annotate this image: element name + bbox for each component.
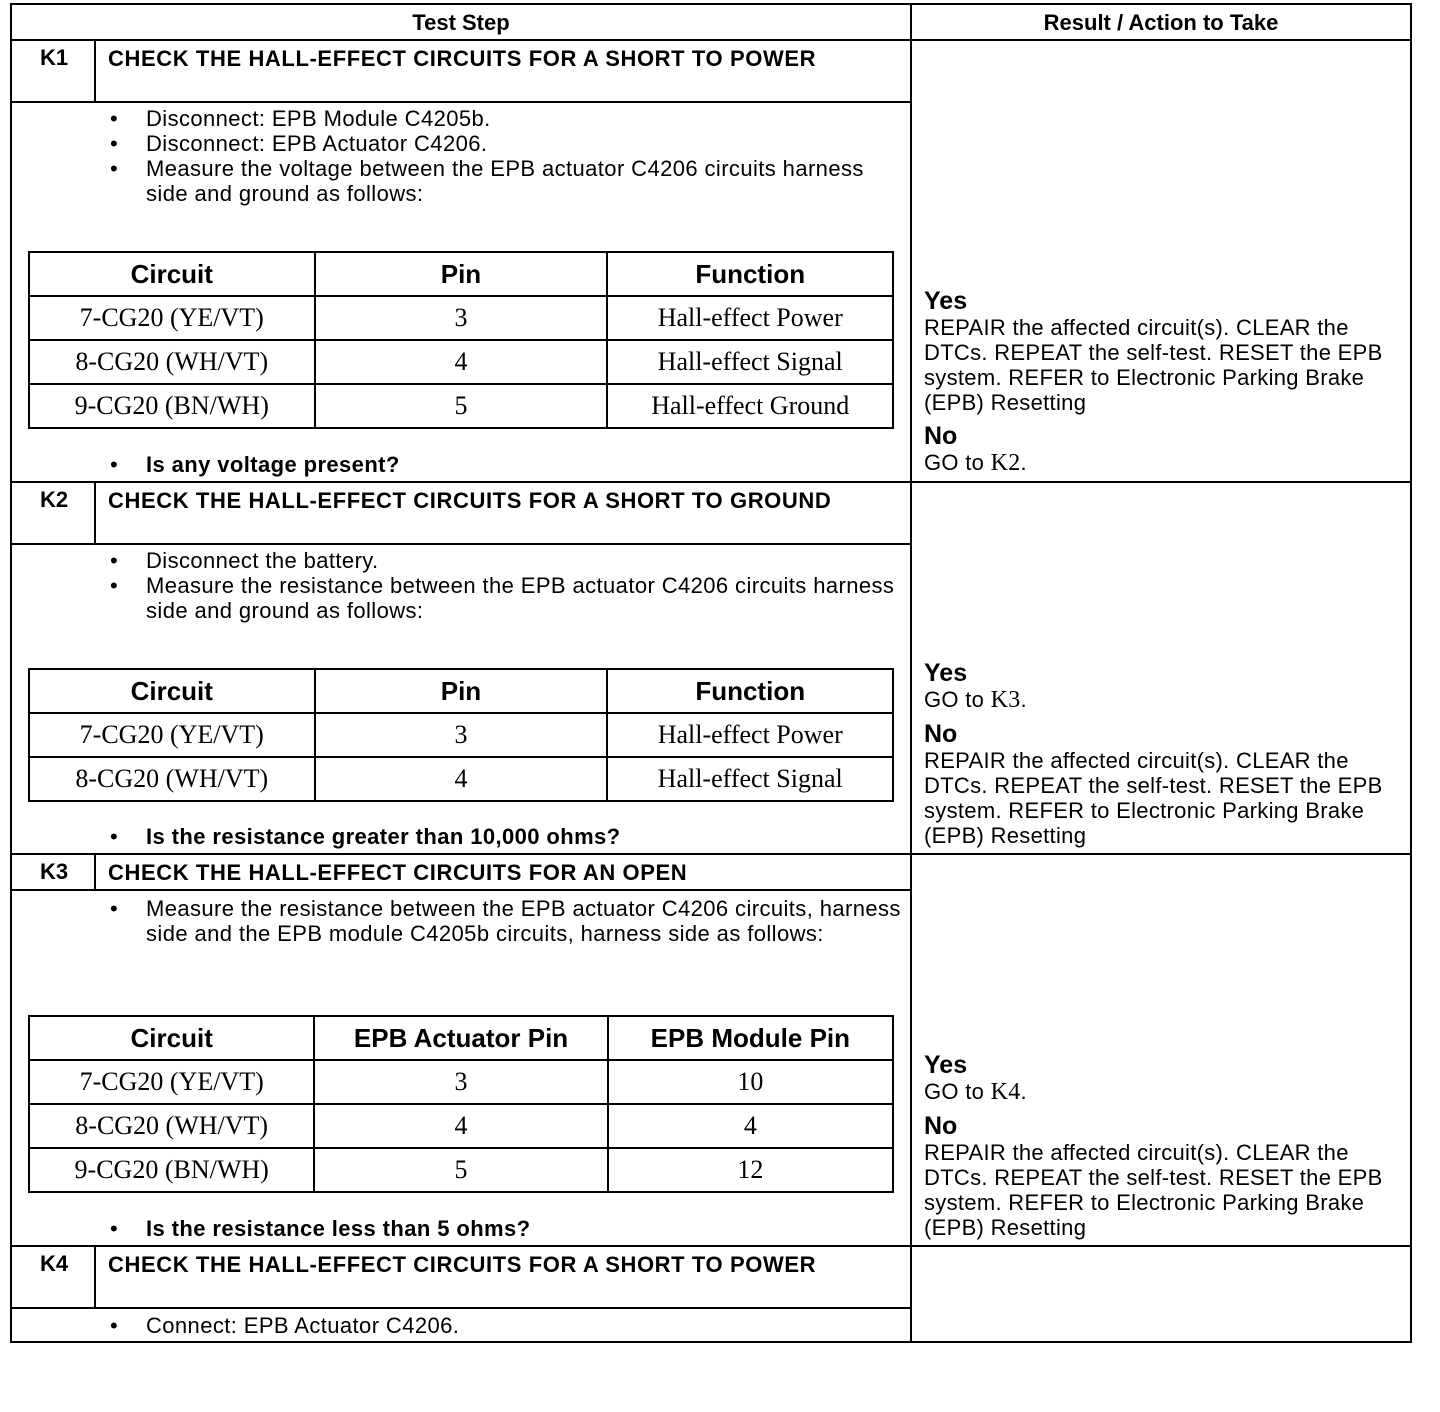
- yes-action: [924, 1079, 1410, 1105]
- goto-period: .: [1020, 687, 1027, 712]
- k3-instructions: [104, 896, 904, 946]
- k2-instructions: [104, 548, 904, 623]
- list-item: • Connect: EPB Actuator C4206.: [104, 1313, 904, 1338]
- table-header-row: [29, 669, 893, 713]
- table-row: [29, 384, 893, 428]
- step-id-k2: K2: [39, 487, 69, 512]
- table-row: [29, 296, 893, 340]
- k3-result: [924, 1052, 1410, 1240]
- table-cell: Hall-effect Power: [607, 296, 893, 340]
- table-cell: 7-CG20 (YE/VT): [29, 296, 315, 340]
- table-cell: 9-CG20 (BN/WH): [29, 1148, 314, 1192]
- column-header: Circuit: [29, 252, 315, 296]
- goto-text: GO to: [924, 1079, 985, 1104]
- column-header: Circuit: [29, 669, 315, 713]
- list-item: • Measure the resistance between the EPB actuator C4206 circuits harness side and ground as follows:: [104, 573, 904, 623]
- goto-period: .: [1020, 1079, 1027, 1104]
- step-title-k1: CHECK THE HALL-EFFECT CIRCUITS FOR A SHORT TO POWER: [108, 46, 817, 71]
- table-cell: 4: [315, 757, 608, 801]
- k3-title-divider: [12, 889, 910, 891]
- table-row: [29, 340, 893, 384]
- table-cell: 5: [314, 1148, 607, 1192]
- list-item: • Disconnect: EPB Module C4205b.: [104, 106, 904, 131]
- step-id-k1: K1: [39, 45, 69, 70]
- k1-circuit-table: [28, 251, 894, 429]
- table-header-row: [29, 252, 893, 296]
- goto-text: GO to: [924, 687, 985, 712]
- k2-question: • Is the resistance greater than 10,000 ohms?: [104, 824, 904, 849]
- table-cell: Hall-effect Signal: [607, 757, 893, 801]
- table-cell: Hall-effect Power: [607, 713, 893, 757]
- yes-label: Yes: [924, 1051, 968, 1079]
- k1-title-divider: [12, 101, 910, 103]
- column-header: EPB Actuator Pin: [314, 1016, 607, 1060]
- no-label: No: [924, 720, 958, 748]
- yes-action: REPAIR the affected circuit(s). CLEAR the DTCs. REPEAT the self-test. RESET the EPB system. REFER to Electronic Parking Brake (EPB) Resetting: [924, 315, 1383, 415]
- table-cell: 7-CG20 (YE/VT): [29, 1060, 314, 1104]
- table-cell: 12: [608, 1148, 893, 1192]
- k2-result: [924, 660, 1410, 848]
- column-header: Circuit: [29, 1016, 314, 1060]
- table-row: [29, 1148, 893, 1192]
- table-cell: 5: [315, 384, 608, 428]
- k3-question: • Is the resistance less than 5 ohms?: [104, 1216, 904, 1241]
- k4-instructions: [104, 1313, 904, 1338]
- no-action: [924, 450, 1410, 476]
- table-cell: 7-CG20 (YE/VT): [29, 713, 315, 757]
- list-item: • Measure the resistance between the EPB actuator C4206 circuits, harness side and the EPB module C4205b circuits, harness side as follows:: [104, 896, 904, 946]
- column-divider: [910, 5, 912, 1341]
- k2-title-divider: [12, 543, 910, 545]
- column-header: Pin: [315, 252, 608, 296]
- table-row: [29, 1060, 893, 1104]
- table-cell: 3: [315, 296, 608, 340]
- table-cell: 4: [315, 340, 608, 384]
- table-header-row: [29, 1016, 893, 1060]
- k1-instructions: [104, 106, 904, 206]
- goto-link-k3[interactable]: K3: [990, 687, 1021, 713]
- no-action: REPAIR the affected circuit(s). CLEAR the DTCs. REPEAT the self-test. RESET the EPB system. REFER to Electronic Parking Brake (EPB) Resetting: [924, 1140, 1383, 1240]
- column-header: Function: [607, 669, 893, 713]
- column-header: Function: [607, 252, 893, 296]
- goto-period: .: [1020, 450, 1027, 475]
- goto-text: GO to: [924, 450, 985, 475]
- table-cell: 4: [608, 1104, 893, 1148]
- table-cell: 4: [314, 1104, 607, 1148]
- table-cell: 8-CG20 (WH/VT): [29, 1104, 314, 1148]
- k3-circuit-table: [28, 1015, 894, 1193]
- list-item: • Disconnect: EPB Actuator C4206.: [104, 131, 904, 156]
- k1-question: • Is any voltage present?: [104, 452, 904, 477]
- column-header: Pin: [315, 669, 608, 713]
- goto-link-k2[interactable]: K2: [990, 450, 1021, 476]
- no-action: REPAIR the affected circuit(s). CLEAR the DTCs. REPEAT the self-test. RESET the EPB system. REFER to Electronic Parking Brake (EPB) Resetting: [924, 748, 1383, 848]
- table-cell: Hall-effect Ground: [607, 384, 893, 428]
- table-cell: 9-CG20 (BN/WH): [29, 384, 315, 428]
- header-divider: [12, 39, 1410, 41]
- yes-action: [924, 687, 1410, 713]
- step-title-k2: CHECK THE HALL-EFFECT CIRCUITS FOR A SHORT TO GROUND: [108, 488, 832, 513]
- header-result: Result / Action to Take: [1043, 10, 1279, 35]
- k1-k2-divider: [12, 481, 1410, 483]
- table-row: [29, 1104, 893, 1148]
- table-row: [29, 757, 893, 801]
- goto-link-k4[interactable]: K4: [990, 1079, 1021, 1105]
- k4-title-divider: [12, 1307, 910, 1309]
- list-item: • Measure the voltage between the EPB actuator C4206 circuits harness side and ground as follows:: [104, 156, 904, 206]
- table-cell: Hall-effect Signal: [607, 340, 893, 384]
- no-label: No: [924, 1112, 958, 1140]
- table-cell: 8-CG20 (WH/VT): [29, 757, 315, 801]
- step-id-k3: K3: [39, 859, 69, 884]
- list-item: • Disconnect the battery.: [104, 548, 904, 573]
- step-title-k3: CHECK THE HALL-EFFECT CIRCUITS FOR AN OPEN: [108, 860, 688, 885]
- table-cell: 10: [608, 1060, 893, 1104]
- k2-k3-divider: [12, 853, 1410, 855]
- table-cell: 3: [314, 1060, 607, 1104]
- step-id-k4: K4: [39, 1251, 69, 1276]
- k2-circuit-table: [28, 668, 894, 802]
- k1-result: [924, 288, 1410, 476]
- table-cell: 8-CG20 (WH/VT): [29, 340, 315, 384]
- table-row: [29, 713, 893, 757]
- table-cell: 3: [315, 713, 608, 757]
- header-test-step: Test Step: [412, 10, 510, 35]
- k3-k4-divider: [12, 1245, 1410, 1247]
- test-procedure-table: [10, 3, 1412, 1343]
- step-title-k4: CHECK THE HALL-EFFECT CIRCUITS FOR A SHORT TO POWER: [108, 1252, 817, 1277]
- no-label: No: [924, 422, 958, 450]
- yes-label: Yes: [924, 659, 968, 687]
- column-header: EPB Module Pin: [608, 1016, 893, 1060]
- yes-label: Yes: [924, 287, 968, 315]
